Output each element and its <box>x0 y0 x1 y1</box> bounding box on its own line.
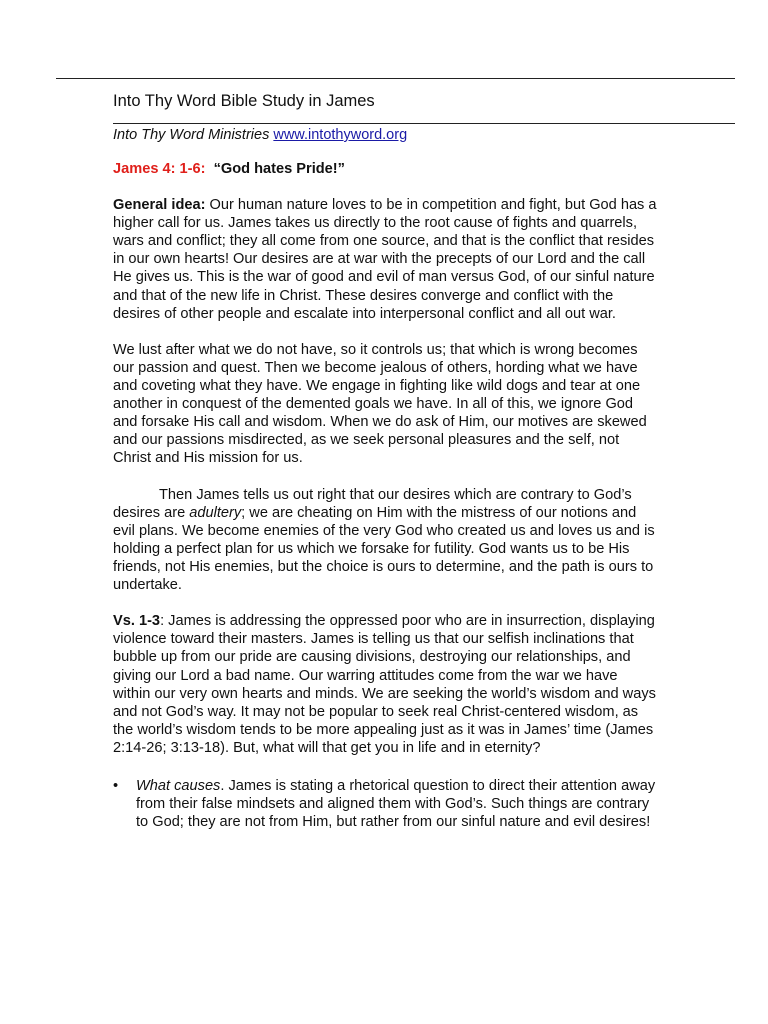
ministry-link[interactable]: www.intothyword.org <box>273 127 408 143</box>
ministry-line <box>113 126 407 145</box>
adultery-paragraph <box>113 486 658 595</box>
bullet-list <box>113 777 658 831</box>
ministry-name: Into Thy Word Ministries <box>113 127 270 143</box>
top-rule <box>56 78 735 79</box>
passage-heading <box>113 160 658 178</box>
passage-reference: James 4: 1-6: <box>113 161 206 177</box>
list-item <box>113 777 656 831</box>
general-idea-paragraph <box>113 196 658 323</box>
bullet-text: . James is stating a rhetorical question to direct their attention away from their false mindsets and aligned them with God’s. Such things are contrary to God; they are not from Him, but rather from our sinful nature and evil desires! <box>136 778 656 831</box>
verses-1-3-label: Vs. 1-3 <box>113 613 161 630</box>
adultery-text-after: ; we are cheating on Him with the mistress of our notions and evil plans. We become enemies of the very God who created us and loves us and is holding a perfect plan for us which we forsake for futility. God wants us to be His friends, not His enemies, but the choice is ours to determine, and the path is ours to undertake. <box>113 504 655 594</box>
general-idea-text: Our human nature loves to be in competition and fight, but God has a higher call for us. James takes us directly to the root cause of fights and quarrels, wars and conflict; they all come from one source, and that is the conflict that resides in our own hearts! Our desires are at war with the precepts of our Lord and the call He gives us. This is the war of good and evil of man versus God, of our sinful nature and that of the new life in Christ. These desires converge and conflict with the desires of other people and escalate into interpersonal conflict and all out war. <box>113 197 657 322</box>
lust-paragraph: We lust after what we do not have, so it controls us; that which is wrong becomes our passion and quest. Then we become jealous of others, hording what we have and coveting what they have. We engage in fighting like wild dogs and tear at one another in conquest of the demented goals we have. In all of this, we ignore God and forsake His call and wisdom. When we do ask of Him, our motives are skewed and our passions misdirected, as we seek personal pleasures and the self, not Christ and His mission for us. <box>113 341 647 467</box>
document-title: Into Thy Word Bible Study in James <box>113 92 375 110</box>
verses-1-3-text: : James is addressing the oppressed poor who are in insurrection, displaying violence toward their masters. James is telling us that our selfish inclinations that bubble up from our pride are causing divisions, destroying our relationships, and giving our Lord a bad name. Our warring attitudes come from the war we have within our very own hearts and minds. We are seeking the world’s wisdom and ways and not God’s way. It may not be popular to seek real Christ-centered wisdom, as the world’s wisdom tends to be more appealing just as it was in James’ time (James 2:14-26; 3:13-18). But, what will that get you in life and in eternity? <box>113 613 656 756</box>
verses-1-3-paragraph <box>113 612 658 757</box>
adultery-emphasis: adultery <box>189 504 242 521</box>
bullet-icon: • <box>113 778 119 794</box>
adultery-text-before: Then James tells us out right that our desires which are contrary to God’s desires are <box>113 486 632 521</box>
bullet-term: What causes <box>136 778 221 794</box>
passage-title: “God hates Pride!” <box>213 161 345 177</box>
header-rule <box>113 123 735 124</box>
study-content <box>113 160 658 831</box>
general-idea-label: General idea: <box>113 197 206 214</box>
